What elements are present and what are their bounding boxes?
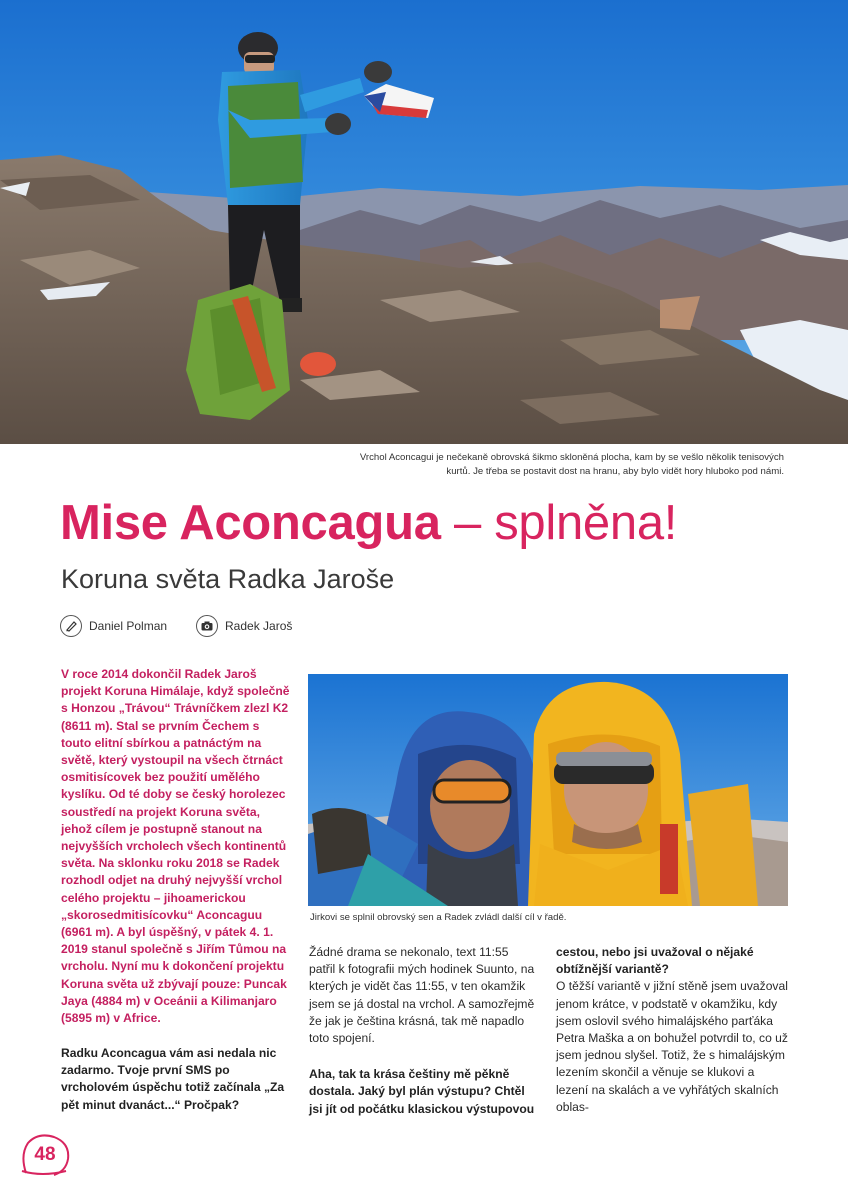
article-column-2	[309, 944, 537, 1118]
article-headline	[60, 488, 677, 558]
interview-question-1: Radku Aconcagua vám asi nedala nic zadarmo. Tvoje první SMS po vrcholovém úspěchu totiž začínala „Za pět minut dvanáct...“ Pročpak?	[61, 1046, 285, 1112]
author-credit	[60, 613, 167, 639]
summit-selfie-photo	[308, 674, 788, 906]
photographer-credit	[196, 613, 292, 639]
author-name: Daniel Polman	[89, 619, 168, 633]
climbers-portrait-image	[308, 674, 788, 906]
selfie-caption: Jirkovi se splnil obrovský sen a Radek zvládl další cíl v řadě.	[310, 912, 567, 923]
hero-caption: Vrchol Aconcagui je nečekaně obrovská šikmo skloněná plocha, kam by se vešlo několik tenisových kurtů. Je třeba se postavit dost na hranu, aby bylo vidět hory hluboko pod námi.	[359, 452, 784, 477]
page-number: 48	[34, 1144, 56, 1165]
article-subheadline: Koruna světa Radka Jaroše	[61, 564, 395, 594]
camera-icon	[196, 615, 218, 637]
headline-main: Mise Aconcagua	[60, 496, 441, 550]
summit-scene-image	[0, 0, 848, 444]
hero-photo	[0, 0, 848, 444]
pen-icon	[60, 615, 82, 637]
interview-question-2: Aha, tak ta krása češtiny mě pěkně dostala. Jaký byl plán výstupu? Chtěl jsi jít od počátku klasickou výstupovou	[309, 1067, 535, 1116]
answer-2: O těžší variantě v jižní stěně jsem uvažoval jenom krátce, v podstatě v okamžiku, kdy jsem oslovil svého himalájského parťáka Petra Maška a on bohužel potvrdil to, co už jsem jednou slyšel. Totiž, že s himalájským lezením skončil a věnuje se klukovi a lezení na skalách a ve vyhřátých skalních oblas-	[556, 979, 788, 1114]
answer-1: Žádné drama se nekonalo, text 11:55 patřil k fotografii mých hodinek Suunto, na kterých je vidět čas 11:55, v ten okamžik jsem se já dostal na vrchol. A samozřejmě že jak je čeština krásná, tak mě napadlo toto spojení.	[309, 945, 535, 1046]
article-column-3	[556, 944, 788, 1116]
headline-suffix: – splněna!	[440, 496, 678, 550]
photographer-name: Radek Jaroš	[225, 619, 293, 633]
interview-question-2-continued: cestou, nebo jsi uvažoval o nějaké obtížnější variantě?	[556, 945, 754, 977]
lead-paragraph: V roce 2014 dokončil Radek Jaroš projekt Koruna Himálaje, když společně s Honzou „Trávou“ Trávníčkem zlezl K2 (8611 m). Stal se prvním Čechem s touto elitní sbírkou a patnáctým na světě, který vystoupil na všech čtrnáct osmitisícovek bez použití umělého kyslíku. Od té doby se český horolezec soustředí na projekt Koruna světa, jehož cílem je postupně stanout na nejvyšších vrcholech všech kontinentů světa. Na sklonku roku 2018 se Radek rozhodl odjet na druhý nejvyšší vrchol celého projektu – jihoamerickou „skorosedmitisícovku“ Aconcaguu (6961 m). A byl úspěšný, v pátek 4. 1. 2019 stanul společně s Jiřím Tůmou na vrcholu. Nyní mu k dokončení projektu Koruna světa už zbývají pouze: Puncak Jaya (4884 m) v Oceánii a Kilimanjaro (5895 m) v Africe.	[61, 667, 290, 1026]
